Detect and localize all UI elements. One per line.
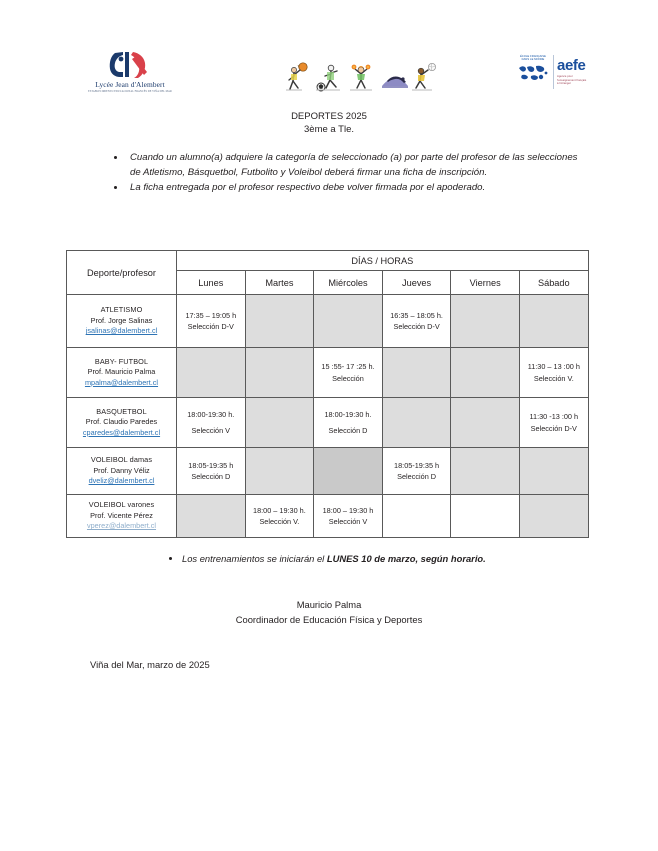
schedule-time: 18:00-19:30 h. — [187, 409, 235, 419]
teacher-name: Prof. Mauricio Palma — [87, 367, 156, 377]
schedule-cell — [314, 348, 383, 398]
schedule-cell — [314, 448, 383, 495]
sport-teacher-cell — [67, 295, 177, 348]
schedule-selection: Selección D-V — [393, 322, 440, 331]
schedule-time: 18:00-19:30 h. — [324, 409, 372, 419]
schedule-cell — [519, 448, 588, 495]
schedule-time: 18:00 – 19:30 h — [322, 505, 374, 515]
column-header-sabado: Sábado — [519, 271, 588, 295]
schedule-cell — [245, 348, 314, 398]
intro-bullet-section — [104, 150, 582, 196]
schedule-selection: Selección D — [328, 426, 368, 435]
schedule-cell — [314, 398, 383, 448]
schedule-selection: Selección — [332, 373, 364, 383]
teacher-name: Prof. Jorge Salinas — [90, 315, 153, 325]
intro-bullet-list — [104, 150, 582, 196]
schedule-time: 18:00 – 19:30 h. — [253, 505, 306, 515]
table-row — [67, 348, 589, 398]
signature-role: Coordinador de Educación Física y Deportes — [235, 613, 423, 625]
schedule-time: 17:35 – 19:05 h — [185, 310, 237, 320]
cheerleader-icon — [346, 60, 376, 94]
schedule-cell — [245, 448, 314, 495]
list-item — [182, 552, 580, 566]
sport-teacher-cell — [67, 448, 177, 495]
column-header-sport: Deporte/profesor — [67, 251, 177, 295]
header-logo-band — [0, 48, 658, 100]
table-row — [67, 398, 589, 448]
teacher-name: Prof. Claudio Paredes — [85, 417, 158, 427]
teacher-email-link[interactable]: jsalinas@dalembert.cl — [85, 326, 158, 336]
schedule-cell — [314, 295, 383, 348]
sport-name: BABY- FUTBOL — [94, 356, 149, 366]
schedule-cell — [519, 495, 588, 538]
sport-name: ATLETISMO — [100, 305, 143, 315]
schedule-cell — [451, 348, 520, 398]
schedule-cell — [382, 495, 451, 538]
list-item: • Cuando un alumno(a) adquiere la categoría de seleccionado (a) por parte del profesor de las selecciones de Atletismo, Básquetbol, Futbolito y Voleibol deberá firmar una ficha de inscripción. — [126, 150, 582, 180]
lycee-emblem-icon — [82, 50, 178, 80]
basketball-player-icon — [282, 60, 312, 94]
schedule-cell — [177, 448, 246, 495]
aefe-logo — [516, 52, 592, 92]
schedule-cell — [177, 348, 246, 398]
schedule-cell — [245, 295, 314, 348]
schedule-cell — [519, 398, 588, 448]
teacher-email-link[interactable]: cparedes@dalembert.cl — [82, 427, 161, 437]
place-and-date: Viña del Mar, marzo de 2025 — [90, 659, 210, 670]
schedule-selection: Selección V — [191, 426, 231, 435]
schedule-cell — [451, 495, 520, 538]
schedule-cell — [382, 398, 451, 448]
teacher-name: Prof. Vicente Pérez — [90, 510, 153, 520]
column-header-lunes: Lunes — [177, 271, 246, 295]
title-line-1: DEPORTES 2025 — [291, 111, 367, 122]
schedule-cell — [451, 295, 520, 348]
schedule-cell — [382, 348, 451, 398]
schedule-time: 18:05-19:35 h — [394, 460, 440, 470]
aefe-tagline: Agence pour l'enseignement français à l'étranger — [557, 74, 587, 86]
signature-block — [0, 598, 658, 627]
document-title — [0, 110, 658, 136]
schedule-table-body — [67, 295, 589, 538]
schedule-time: 16:35 – 18:05 h. — [390, 310, 443, 320]
lycee-logo-subtitle: ESTABLECIMIENTO EDUCACIONAL FRANCÉS DE VIÑA DEL MAR — [88, 90, 172, 93]
schedule-selection: Selección D-V — [187, 322, 234, 331]
footer-bullet-section — [160, 552, 580, 566]
sport-name: VOLEIBOL varones — [88, 500, 155, 510]
title-line-2: 3ème a Tle. — [304, 124, 354, 135]
schedule-selection: Selección D — [191, 472, 231, 481]
sport-name: VOLEIBOL damas — [90, 455, 153, 465]
diver-icon — [378, 60, 408, 94]
schedule-cell — [451, 398, 520, 448]
schedule-cell — [177, 398, 246, 448]
aefe-word: aefe — [557, 56, 586, 74]
schedule-time: 18:05-19:35 h — [188, 460, 234, 470]
schedule-time: 11:30 -13 :00 h — [529, 412, 579, 422]
table-header-row-1 — [67, 251, 589, 271]
soccer-player-icon — [314, 60, 344, 94]
sport-teacher-cell — [67, 495, 177, 538]
volleyball-player-icon — [410, 60, 440, 94]
footer-bullet-bold: LUNES 10 de marzo, según horario. — [326, 553, 486, 564]
schedule-selection: Selección V — [328, 517, 368, 526]
schedule-cell — [382, 295, 451, 348]
teacher-name: Prof. Danny Véliz — [93, 465, 150, 475]
aefe-globe-caption: ÉCOLE FRANÇAISE DANS LE MONDE — [520, 55, 546, 62]
column-header-miercoles: Miércoles — [314, 271, 383, 295]
schedule-cell — [382, 448, 451, 495]
schedule-cell — [451, 448, 520, 495]
schedule-selection: Selección D-V — [530, 423, 577, 433]
aefe-divider — [553, 55, 554, 89]
column-header-viernes: Viernes — [451, 271, 520, 295]
schedule-table-container — [66, 250, 588, 538]
schedule-cell — [519, 295, 588, 348]
schedule-cell — [245, 495, 314, 538]
teacher-email-link[interactable]: vperez@dalembert.cl — [86, 521, 157, 531]
schedule-cell — [519, 348, 588, 398]
column-header-jueves: Jueves — [382, 271, 451, 295]
sport-teacher-cell — [67, 398, 177, 448]
footer-bullet-list — [160, 552, 580, 566]
signature-name: Mauricio Palma — [296, 599, 362, 610]
schedule-selection: Selección V. — [259, 517, 300, 526]
table-row — [67, 295, 589, 348]
schedule-selection: Selección V. — [533, 373, 574, 383]
table-row — [67, 495, 589, 538]
schedule-cell — [177, 295, 246, 348]
sport-icon-strip — [282, 52, 438, 94]
schedule-table — [66, 250, 589, 538]
aefe-globe-icon — [516, 55, 550, 89]
lycee-logo-name: Lycée Jean d'Alembert — [95, 80, 165, 89]
schedule-cell — [314, 495, 383, 538]
teacher-email-link[interactable]: dveliz@dalembert.cl — [88, 476, 155, 486]
table-row — [67, 448, 589, 495]
schedule-time: 11:30 – 13 :00 h — [527, 362, 580, 372]
lycee-jean-dalembert-logo — [82, 50, 178, 96]
schedule-time: 15 :55- 17 :25 h. — [321, 362, 375, 372]
schedule-selection: Selección D — [397, 472, 437, 481]
list-item: • La ficha entregada por el profesor respectivo debe volver firmada por el apoderado. — [126, 180, 582, 196]
footer-bullet-prefix: Los entrenamientos se iniciarán el — [182, 553, 327, 564]
sport-name: BASQUETBOL — [96, 406, 147, 416]
teacher-email-link[interactable]: mpalma@dalembert.cl — [84, 377, 159, 387]
schedule-cell — [177, 495, 246, 538]
column-header-group-days: DÍAS / HORAS — [177, 251, 589, 271]
aefe-wordmark — [557, 58, 586, 87]
column-header-martes: Martes — [245, 271, 314, 295]
sport-teacher-cell — [67, 348, 177, 398]
schedule-cell — [245, 398, 314, 448]
